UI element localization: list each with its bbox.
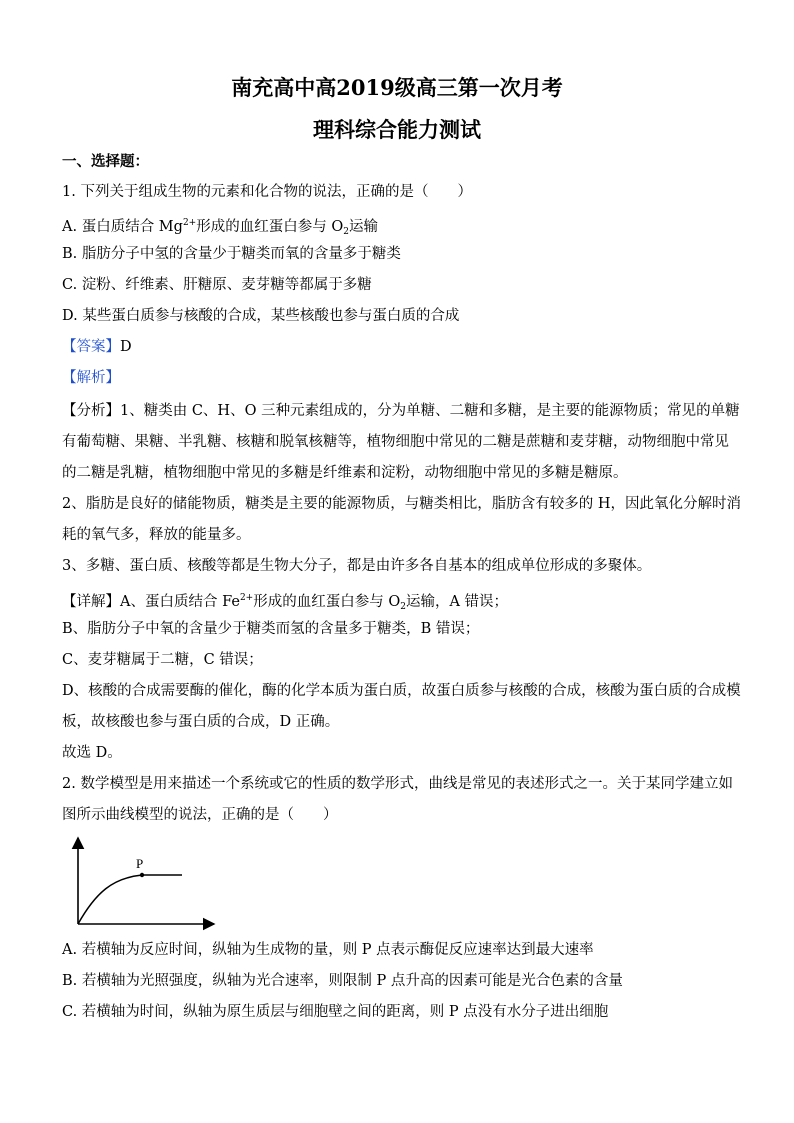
q2-stem-2: 图所示曲线模型的说法，正确的是（ ） xyxy=(62,807,338,823)
analysis-tag: 【解析】 xyxy=(62,370,120,386)
xiangjie-b: B、脂肪分子中氧的含量少于糖类而氢的含量多于糖类，B 错误； xyxy=(62,621,480,637)
q1-conclusion: 故选 D。 xyxy=(62,745,122,761)
answer-tag: 【答案】 xyxy=(62,339,120,355)
point-p-label: P xyxy=(136,856,144,871)
page-subtitle: 理科综合能力测试 xyxy=(313,117,481,142)
q2-stem-1: 2. 数学模型是用来描述一个系统或它的性质的数学形式，曲线是常见的表述形式之一。关于某同学建立如 xyxy=(62,776,733,792)
fenxi-line-6: 3、多糖、蛋白质、核酸等都是生物大分子，都是由许多各自基本的组成单位形成的多聚体。 xyxy=(62,558,652,574)
fenxi-line-2: 有葡萄糖、果糖、半乳糖、核糖和脱氧核糖等，植物细胞中常见的二糖是蔗糖和麦芽糖，动物细胞中常见 xyxy=(62,434,729,450)
fenxi-line-3: 的二糖是乳糖，植物细胞中常见的多糖是纤维素和淀粉，动物细胞中常见的多糖是糖原。 xyxy=(62,465,628,481)
fenxi-line-1: 【分析】1、糖类由 C、H、O 三种元素组成的，分为单糖、二糖和多糖，是主要的能源物质；常见的单糖 xyxy=(62,403,740,419)
point-p-marker xyxy=(140,873,144,877)
q2-option-a: A. 若横轴为反应时间，纵轴为生成物的量，则 P 点表示酶促反应速率达到最大速率 xyxy=(62,942,594,958)
q2-option-b: B. 若横轴为光照强度，纵轴为光合速率，则限制 P 点升高的因素可能是光合色素的含量 xyxy=(62,973,623,989)
saturation-curve xyxy=(78,875,182,924)
q1-option-c: C. 淀粉、纤维素、肝糖原、麦芽糖等都属于多糖 xyxy=(62,277,372,293)
q1-answer: 【答案】D xyxy=(62,339,132,355)
curve-figure xyxy=(68,832,218,932)
fenxi-line-5: 耗的氧气多，释放的能量多。 xyxy=(62,527,251,543)
q1-option-d: D. 某些蛋白质参与核酸的合成，某些核酸也参与蛋白质的合成 xyxy=(62,308,460,324)
page-title: 南充高中高2019级高三第一次月考 xyxy=(231,75,563,100)
xiangjie-d1: D、核酸的合成需要酶的催化，酶的化学本质为蛋白质，故蛋白质参与核酸的合成，核酸为蛋白质的合成模 xyxy=(62,683,741,699)
q1-stem: 1. 下列关于组成生物的元素和化合物的说法，正确的是（ ） xyxy=(62,184,472,200)
q1-option-b: B. 脂肪分子中氢的含量少于糖类而氧的含量多于糖类 xyxy=(62,246,401,262)
section-heading: 一、选择题： xyxy=(62,153,149,170)
xiangjie-d2: 板，故核酸也参与蛋白质的合成，D 正确。 xyxy=(62,714,340,730)
xiangjie-c: C、麦芽糖属于二糖，C 错误； xyxy=(62,652,263,668)
q1-option-a: A. 蛋白质结合 $Mg^{2+}$形成的血红蛋白参与 $O_2$运输 xyxy=(62,218,378,237)
fenxi-line-4: 2、脂肪是良好的储能物质，糖类是主要的能源物质，与糖类相比，脂肪含有较多的 H，因此氧化分解时消 xyxy=(62,496,741,512)
q2-option-c: C. 若横轴为时间，纵轴为原生质层与细胞壁之间的距离，则 P 点没有水分子进出细胞 xyxy=(62,1004,609,1020)
xiangjie-a: 【详解】A、蛋白质结合 $Fe^{2+}$形成的血红蛋白参与 $O_2$运输，A 错误； xyxy=(62,593,509,612)
